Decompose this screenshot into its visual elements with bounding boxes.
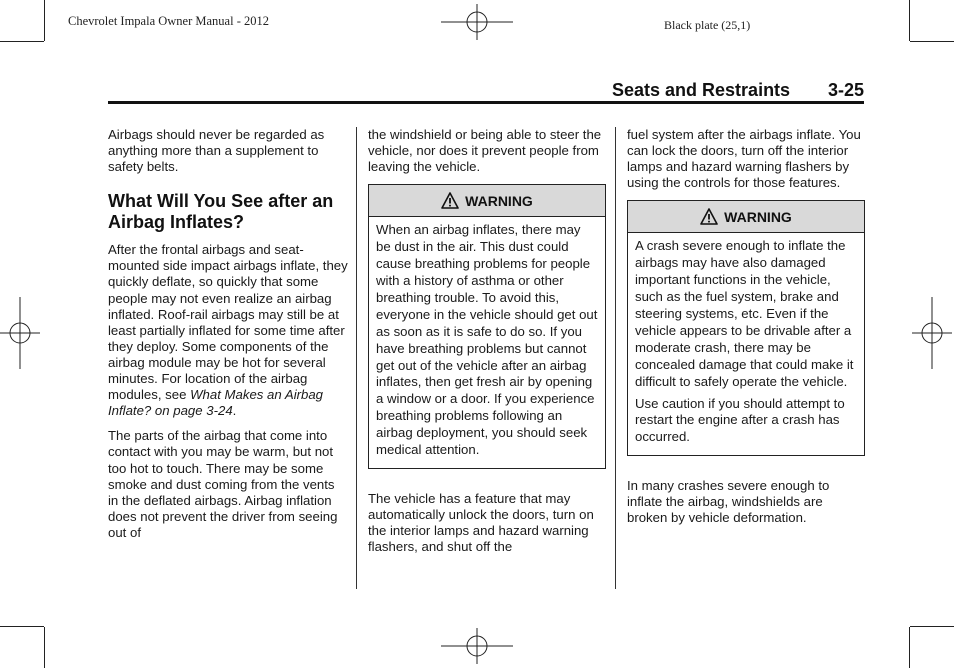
header-rule xyxy=(108,101,864,104)
crop-mark xyxy=(910,626,954,627)
warning-text: A crash severe enough to inflate the airbags may have also damaged important functions in the vehicle, such as the fuel system, brake and steering systems, etc. Even if the vehicle appears to be drivable after a moderate crash, there may be concealed damage that could make it difficult to safely operate the vehicle. xyxy=(635,238,854,389)
body-paragraph: The vehicle has a feature that may automatically unlock the doors, turn on the interior lamps and hazard warning flashers, and shut off the xyxy=(368,490,594,555)
body-text: After the frontal airbags and seat-mounted side impact airbags inflate, they quickly deflate, so quickly that some people may not even realize an airbag inflated. Roof-rail airbags may still be at least partially inflated for some time after they deploy. Some components of the airbag module may be hot for several minutes. For location of the airbag modules, see xyxy=(108,242,348,403)
warning-header xyxy=(369,185,605,217)
warning-text: When an airbag inflates, there may be dust in the air. This dust could cause breathing problems for people with a history of asthma or other breathing trouble. To avoid this, everyone in the vehicle should get out as soon as it is safe to do so. If you have breathing problems but cannot get out of the vehicle after an airbag inflates, then get fresh air by opening a window or a door. If you experience breathing problems following an airbag deployment, you should seek medical attention. xyxy=(376,222,598,458)
body-paragraph: In many crashes severe enough to inflate the airbag, windshields are broken by vehicle deformation. xyxy=(627,478,830,526)
warning-icon xyxy=(700,208,718,225)
crop-mark xyxy=(44,627,45,668)
registration-mark-icon xyxy=(912,297,952,369)
warning-box xyxy=(627,200,865,456)
section-title: Seats and Restraints xyxy=(612,80,791,100)
crop-mark xyxy=(0,626,44,627)
page-number: 3-25 xyxy=(828,80,865,100)
cross-reference-link[interactable]: What Makes an Airbag Inflate? on page 3-24 xyxy=(108,387,324,419)
intro-paragraph: Airbags should never be regarded as anything more than a supplement to safety belts. xyxy=(108,127,325,175)
body-paragraph: The parts of the airbag that come into contact with you may be warm, but not too hot to touch. There may be some smoke and dust coming from the vents in the deflated airbags. Airbag inflation does not prevent the driver from seeing out of xyxy=(108,428,338,540)
warning-text: Use caution if you should attempt to restart the engine after a crash has occurred. xyxy=(635,395,845,445)
registration-mark-icon xyxy=(441,4,513,40)
warning-box xyxy=(368,184,606,469)
warning-body xyxy=(628,233,864,455)
section-heading: What Will You See after an Airbag Inflates? xyxy=(108,191,334,233)
registration-mark-icon xyxy=(0,297,40,369)
plate-label: Black plate (25,1) xyxy=(664,18,751,32)
column-divider xyxy=(615,127,616,589)
column-1 xyxy=(108,127,348,550)
warning-body xyxy=(369,217,605,468)
crop-mark xyxy=(909,627,910,668)
intro-paragraph: fuel system after the airbags inflate. You can lock the doors, turn off the interior lamps and hazard warning flashers by using the controls for those features. xyxy=(627,127,861,191)
warning-header xyxy=(628,201,864,233)
crop-mark xyxy=(909,0,910,41)
crop-mark xyxy=(0,41,44,42)
column-3 xyxy=(627,127,865,536)
warning-icon xyxy=(441,192,459,209)
warning-label: WARNING xyxy=(724,208,792,225)
column-2 xyxy=(368,127,606,564)
crop-mark xyxy=(910,41,954,42)
crop-mark xyxy=(44,0,45,41)
body-text-end: . xyxy=(232,403,237,419)
warning-label: WARNING xyxy=(465,192,533,209)
column-divider xyxy=(356,127,357,589)
intro-paragraph: the windshield or being able to steer the vehicle, nor does it prevent people from leaving the vehicle. xyxy=(368,127,602,175)
registration-mark-icon xyxy=(441,628,513,664)
body-paragraph xyxy=(108,242,348,419)
manual-title: Chevrolet Impala Owner Manual - 2012 xyxy=(68,14,269,28)
